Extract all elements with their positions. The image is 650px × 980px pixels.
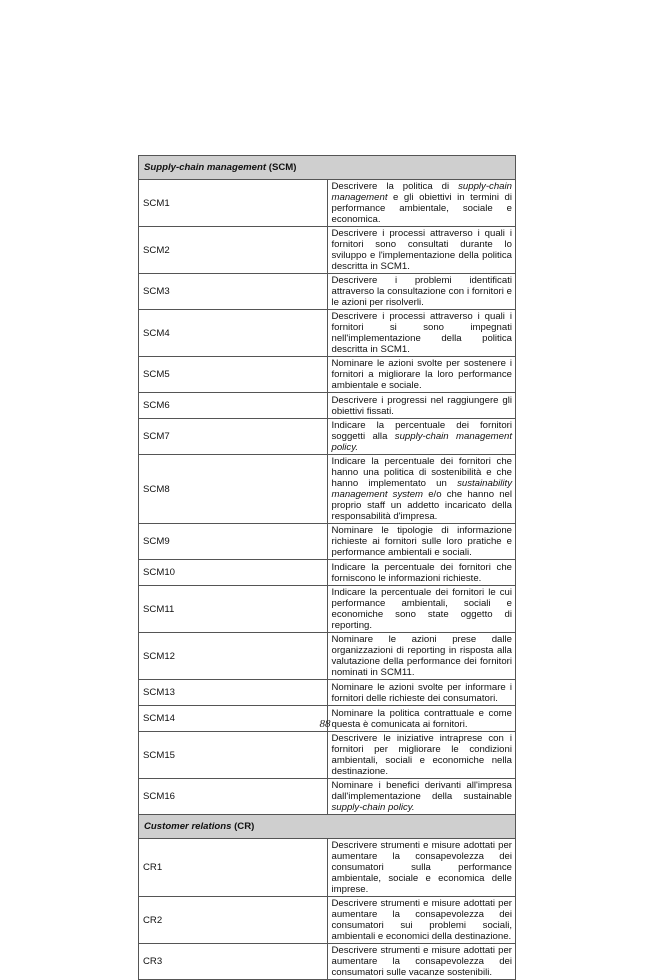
indicator-code: CR1: [139, 839, 328, 897]
description-text: Descrivere la politica di: [331, 181, 459, 192]
table-row: [139, 732, 516, 779]
indicator-code: SCM11: [139, 586, 328, 633]
description-text: e/o che hanno nel proprio staff un addetto incaricato della responsabilità d'impresa.: [331, 489, 512, 522]
table-row: [139, 944, 516, 980]
indicator-description: [327, 897, 516, 944]
description-text: Nominare le azioni prese dalle organizzazioni di reporting in risposta alla valutazione della performance dei fornitori nominati in SCM11.: [331, 634, 512, 678]
table-row: [139, 393, 516, 419]
description-term-italic: supply-chain policy.: [331, 802, 415, 813]
indicator-description: [327, 310, 516, 357]
description-text: Indicare la percentuale dei fornitori che forniscono le informazioni richieste.: [331, 561, 512, 584]
table-row: [139, 357, 516, 393]
description-text: Indicare la percentuale dei fornitori soggetti alla: [331, 420, 512, 442]
table-row: [139, 560, 516, 586]
table-row: [139, 897, 516, 944]
indicator-description: [327, 586, 516, 633]
description-text: Descrivere strumenti e misure adottati per aumentare la consapevolezza dei consumatori sulla performance ambientale, sociale e economica delle imprese.: [331, 840, 512, 895]
indicator-code: SCM13: [139, 680, 328, 706]
indicator-code: SCM9: [139, 524, 328, 560]
table-row: [139, 633, 516, 680]
indicator-code: SCM7: [139, 419, 328, 455]
description-text: Descrivere strumenti e misure adottati per aumentare la consapevolezza dei consumatori sulle vacanze sostenibili.: [331, 945, 512, 978]
indicator-code: SCM1: [139, 180, 328, 227]
indicator-code: SCM4: [139, 310, 328, 357]
indicator-description: [327, 633, 516, 680]
table-row: [139, 455, 516, 524]
indicator-code: SCM3: [139, 274, 328, 310]
table-row: [139, 586, 516, 633]
table-row: [139, 180, 516, 227]
page-number: 88: [319, 718, 331, 730]
description-text: Descrivere i problemi identificati attraverso la consultazione con i fornitori e le azioni per risolverli.: [331, 275, 512, 308]
description-text: Indicare la percentuale dei fornitori che hanno una politica di sostenibilità e che hanno implementato un: [331, 456, 512, 489]
description-text: Nominare le azioni svolte per sostenere i fornitori a migliorare la loro performance ambientale e sociale.: [331, 358, 512, 391]
indicator-description: [327, 839, 516, 897]
section-header: [139, 815, 516, 839]
indicator-description: [327, 680, 516, 706]
indicator-code: SCM15: [139, 732, 328, 779]
section-abbreviation: (SCM): [268, 162, 297, 173]
indicator-description: [327, 455, 516, 524]
description-text: Descrivere i processi attraverso i quali i fornitori sono consultati durante lo sviluppo e l'implementazione della politica descritta in SCM1.: [331, 228, 512, 272]
section-title: Customer relations: [144, 821, 232, 832]
description-text: Descrivere i processi attraverso i quali i fornitori si sono impegnati nell'implementazione della politica descritta in SCM1.: [331, 311, 512, 355]
indicator-description: [327, 944, 516, 980]
indicator-code: CR2: [139, 897, 328, 944]
indicator-code: SCM2: [139, 227, 328, 274]
description-text: Indicare la percentuale dei fornitori le cui performance ambientali, sociali e economiche sono state oggetto di reporting.: [331, 587, 512, 631]
indicator-description: [327, 393, 516, 419]
indicator-description: [327, 180, 516, 227]
indicator-description: [327, 732, 516, 779]
indicator-code: SCM16: [139, 779, 328, 815]
description-text: Descrivere i progressi nel raggiungere gli obiettivi fissati.: [331, 394, 512, 417]
indicator-code: SCM14: [139, 706, 328, 732]
section-header: [139, 156, 516, 180]
table-row: [139, 310, 516, 357]
table-row: [139, 779, 516, 815]
description-term-italic: supply-chain management policy.: [331, 431, 512, 453]
description-text: Nominare le azioni svolte per informare i fornitori delle richieste dei consumatori.: [331, 681, 512, 704]
indicator-description: [327, 419, 516, 455]
table-row: [139, 274, 516, 310]
description-term-italic: sustainability management system: [331, 478, 512, 500]
indicator-code: CR3: [139, 944, 328, 980]
indicator-description: [327, 274, 516, 310]
indicator-code: SCM12: [139, 633, 328, 680]
indicator-description: [327, 357, 516, 393]
description-term-italic: supply-chain management: [331, 181, 512, 203]
table-row: [139, 680, 516, 706]
description-text: Nominare le tipologie di informazione richieste ai fornitori sulle loro pratiche e performance ambientali e sociali.: [331, 525, 512, 558]
indicator-description: [327, 227, 516, 274]
indicator-table-body: [139, 156, 516, 980]
indicator-code: SCM10: [139, 560, 328, 586]
description-text: e gli obiettivi in termini di performance ambientale, sociale e economica.: [331, 192, 512, 225]
description-text: Nominare la politica contrattuale e come questa è comunicata ai fornitori.: [331, 707, 512, 730]
table-row: [139, 524, 516, 560]
section-header-row: [139, 156, 516, 180]
description-text: Nominare i benefici derivanti all'impresa dall'implementazione della sustainable: [331, 780, 512, 802]
description-text: Descrivere strumenti e misure adottati per aumentare la consapevolezza dei consumatori sui problemi sociali, ambientali e economici della destinazione.: [331, 898, 512, 942]
indicator-table: [138, 155, 516, 980]
section-abbreviation: (CR): [234, 821, 255, 832]
indicator-code: SCM8: [139, 455, 328, 524]
indicator-description: [327, 524, 516, 560]
section-header-row: [139, 815, 516, 839]
indicator-description: [327, 560, 516, 586]
indicator-code: SCM5: [139, 357, 328, 393]
indicator-code: SCM6: [139, 393, 328, 419]
table-row: [139, 419, 516, 455]
section-title: Supply-chain management: [144, 162, 267, 173]
indicator-description: [327, 779, 516, 815]
table-row: [139, 839, 516, 897]
table-row: [139, 227, 516, 274]
description-text: Descrivere le iniziative intraprese con i fornitori per migliorare le condizioni ambientali, sociali e economiche nella destinazione.: [331, 733, 512, 777]
